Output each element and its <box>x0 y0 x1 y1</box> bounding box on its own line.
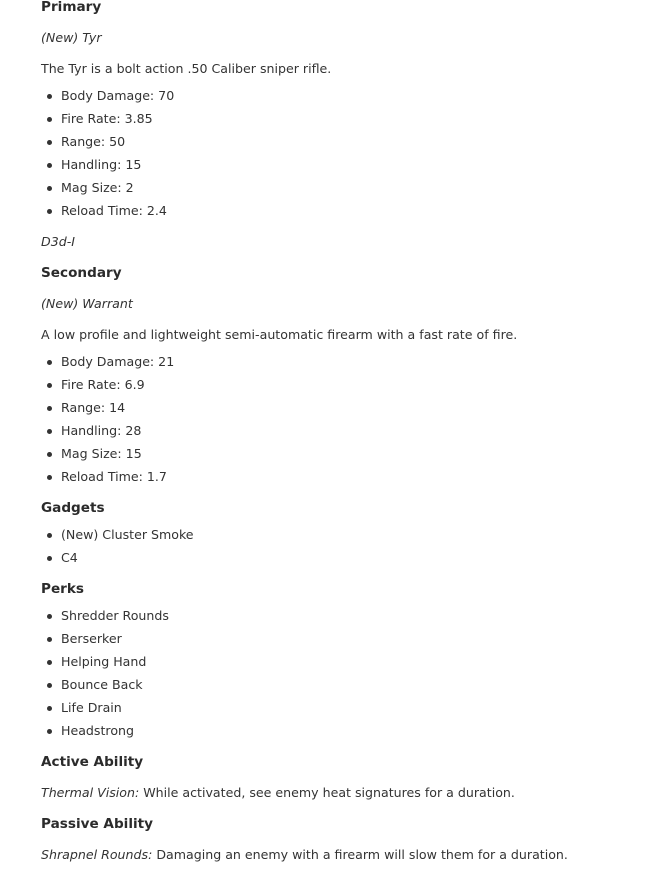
list-item: Range: 14 <box>61 396 641 419</box>
list-item: (New) Cluster Smoke <box>61 523 641 546</box>
secondary-stats-list <box>41 350 641 488</box>
list-item: Fire Rate: 6.9 <box>61 373 641 396</box>
list-item: Helping Hand <box>61 650 641 673</box>
active-ability-text <box>41 782 641 804</box>
list-item: Reload Time: 1.7 <box>61 465 641 488</box>
list-item: Berserker <box>61 627 641 650</box>
passive-ability-heading: Passive Ability <box>41 816 154 832</box>
list-item: Body Damage: 70 <box>61 84 641 107</box>
perks-heading: Perks <box>41 581 85 597</box>
perks-list <box>41 604 641 742</box>
gadgets-heading: Gadgets <box>41 500 105 516</box>
primary-stats-list <box>41 84 641 222</box>
list-item: C4 <box>61 546 641 569</box>
primary-heading: Primary <box>41 0 102 15</box>
primary-alt-weapon: D3d-I <box>41 234 75 249</box>
passive-ability-text <box>41 844 641 866</box>
primary-weapon-description: The Tyr is a bolt action .50 Caliber sniper rifle. <box>41 61 332 76</box>
list-item: Range: 50 <box>61 130 641 153</box>
secondary-weapon-description: A low profile and lightweight semi-automatic firearm with a fast rate of fire. <box>41 327 518 342</box>
list-item: Fire Rate: 3.85 <box>61 107 641 130</box>
list-item: Life Drain <box>61 696 641 719</box>
list-item: Handling: 15 <box>61 153 641 176</box>
secondary-heading: Secondary <box>41 265 122 281</box>
list-item: Handling: 28 <box>61 419 641 442</box>
active-ability-heading: Active Ability <box>41 754 144 770</box>
list-item: Bounce Back <box>61 673 641 696</box>
loadout-article <box>41 0 641 866</box>
list-item: Mag Size: 2 <box>61 176 641 199</box>
active-ability-name: Thermal Vision: <box>41 785 140 800</box>
gadgets-list <box>41 523 641 569</box>
active-ability-description: While activated, see enemy heat signatures for a duration. <box>139 785 515 800</box>
list-item: Reload Time: 2.4 <box>61 199 641 222</box>
secondary-weapon-name: (New) Warrant <box>41 296 133 311</box>
primary-weapon-name: (New) Tyr <box>41 30 102 45</box>
passive-ability-name: Shrapnel Rounds: <box>41 847 153 862</box>
list-item: Shredder Rounds <box>61 604 641 627</box>
list-item: Body Damage: 21 <box>61 350 641 373</box>
list-item: Mag Size: 15 <box>61 442 641 465</box>
list-item: Headstrong <box>61 719 641 742</box>
passive-ability-description: Damaging an enemy with a firearm will slow them for a duration. <box>152 847 568 862</box>
